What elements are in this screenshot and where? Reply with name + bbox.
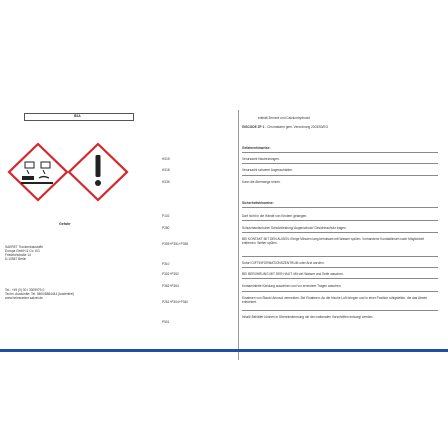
precaution-text: Darf nicht in die Hände von Kindern gelangen.	[242, 214, 308, 218]
precaution-rule	[242, 220, 438, 221]
contact-line: Tel.: +49 (0) 30 / 3309979-0	[5, 288, 45, 292]
exclamation-pictogram-icon	[69, 144, 127, 200]
precaution-code: P102	[162, 214, 170, 218]
hazard-rule	[242, 163, 438, 164]
precaution-rule	[242, 267, 438, 268]
hazard-text: Verursacht Hautreizungen.	[242, 157, 280, 161]
precaution-code: P501	[162, 320, 170, 324]
precaution-text: Sofort GIFTINFORMATIONSZENTRUM oder Arzt anrufen.	[242, 261, 325, 265]
contact-line: www.heimwerker.sakret.de	[5, 296, 43, 300]
ghs-pictograms	[5, 140, 131, 204]
precaution-code: P280	[162, 226, 170, 230]
precaution-code: P305+P351+P338	[162, 242, 189, 246]
precaution-rule	[242, 278, 438, 279]
hazard-code: H318	[162, 168, 170, 172]
hazard-code: H315	[162, 157, 170, 161]
precautions-rule	[242, 207, 438, 208]
precaution-rule	[242, 232, 438, 233]
precaution-text: Inhalt/ Behälter können in Übereinstimmung mit den nationalen Vorschriften entsorgt werden.	[242, 315, 374, 319]
giscode-line	[242, 125, 328, 129]
precaution-rule	[242, 291, 438, 292]
hazard-rule	[242, 175, 438, 176]
hazards-rule	[242, 152, 438, 153]
contact-line: Techn. Auskünfte: Tel. 0800/8884444 (kostenfrei)	[5, 292, 75, 296]
code-box-label: BSA	[74, 113, 81, 118]
precaution-code: P362+P364	[162, 284, 179, 288]
company-line: Friedrichstraße 14	[5, 253, 31, 257]
precaution-text: BEI BERÜHRUNG MIT DER HAUT: Mit viel Wasser und Seife waschen.	[242, 272, 344, 276]
column-divider	[238, 110, 239, 360]
hazard-text: Verursacht schwere Augenschäden.	[242, 168, 293, 172]
precaution-rule	[242, 256, 438, 257]
contact-block	[5, 288, 74, 300]
precaution-code: P310	[162, 262, 170, 266]
hazard-text: Kann die Atemwege reizen.	[242, 180, 281, 184]
company-line: SAKRET Trockenbaustoffe	[5, 245, 43, 249]
company-block	[5, 245, 43, 261]
precaution-code: P302+P352	[162, 272, 179, 276]
precaution-text: Kontaminierte Kleidung ausziehen und vor erneutem Tragen waschen.	[242, 284, 342, 288]
precaution-text: BEI KONTAKT MIT DEN AUGEN: Einige Minuten lang behutsam mit Wasser spülen. Vorhandene Kontaktlinsen nach Möglichkeit entfernen. Weiter spülen.	[242, 237, 425, 245]
hazard-code: H335	[162, 180, 170, 184]
precaution-rule	[242, 310, 438, 311]
precautions-heading: Sicherheitshinweise:	[242, 201, 274, 205]
precaution-text: Einatmen von Staub/ Aerosol vermeiden. Bei Einatmen: An die frische Luft bringen und in einer Position ruhigstellen, die das Atmen erleichtert.	[242, 296, 428, 304]
precaution-code: P261+P304+P340	[162, 300, 189, 304]
giscode-text: - Chromatarm gem. Verordnung 2003/53/EG	[265, 125, 329, 129]
company-line: D-10587 Berlin	[5, 257, 27, 261]
company-line: Europa GmbH & Co. KG	[5, 249, 40, 253]
hazards-heading: Gefahrenhinweise:	[242, 146, 271, 150]
giscode-label: GISCODE ZP 1	[242, 125, 265, 129]
precaution-text: Schutzhandschuhe/ Schutzkleidung/ Augenschutz/ Gesichtsschutz tragen.	[242, 226, 347, 230]
corrosion-pictogram-icon	[9, 144, 67, 200]
bottom-band	[0, 349, 448, 352]
signal-word: Gefahr	[59, 222, 71, 226]
contains-note: enthält Zement und Calciumhydroxid	[258, 116, 310, 120]
